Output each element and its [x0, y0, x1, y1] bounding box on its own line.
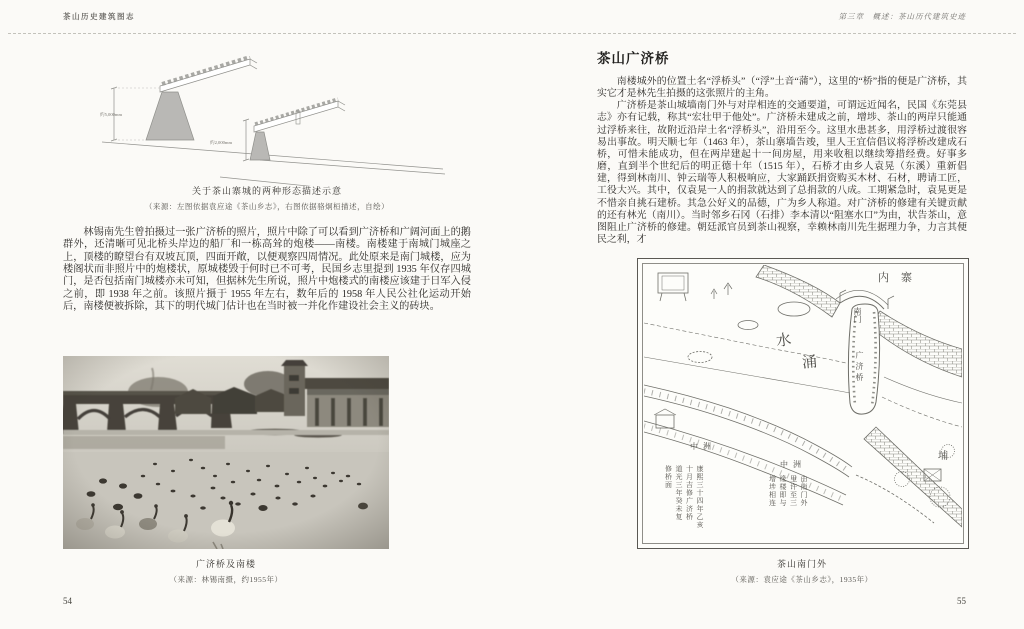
map-label-pu: 埔 [938, 451, 948, 462]
map-label-inner-fort: 内寨 [878, 272, 924, 284]
map-label-mid-isle-2: 中洲 [780, 460, 806, 469]
diagram-caption: 关于茶山寨城的两种形态描述示意 [191, 186, 342, 196]
right-page-body [597, 76, 967, 246]
map-source: （来源：袁应途《茶山乡志》，1935年） [731, 575, 873, 584]
photo-caption-block [63, 557, 389, 585]
inscription-column: 修桥面 [664, 465, 673, 489]
inscription-column: 道光三年癸未复 [675, 465, 683, 521]
ground-lines [102, 142, 445, 186]
map-inscription-center [766, 475, 810, 537]
photo-guangji-bridge-and-south-tower [63, 356, 389, 549]
map-label-mid-isle-1: 中洲 [690, 442, 716, 451]
header-dotted-rule [8, 33, 1016, 34]
map-label-south-gate: 南门 [853, 307, 862, 323]
inscription-column: 十月吉修广济桥 [685, 465, 694, 521]
inscription-column: 康熙三十四年乙亥 [696, 465, 704, 529]
right-page-paragraph-2: 广济桥是茶山城墙南门外与对岸相连的交通要道，可谓远近闻名，民国《东莞县志》亦有记载，称其“宏壮甲于他处”。广济桥未建成之前，增埗、茶山的两岸只能通过浮桥来往，故附近沿岸土名“浮桥头”，沿用至今。这里水患甚多，用浮桥过渡很容易出事故。明天顺七年（1463 年），茶山寨墙告竣，里人王宜信倡议将浮桥改建成石桥，可惜未能成功，但在两岸建起十一间房屋，用来收租以继续筹措经费。好事多磨，直到半个世纪后的明正德十年（1515 年），石桥才由乡人袁晃（东溪）重新倡建，得到林南川、钟云瑞等人积极响应，大家踊跃捐资购买木材、石材，聘请工匠，工役大兴。其中，仅袁晃一人的捐款就达到了总捐款的八成。工期紧急时，袁晃更是不惜亲自挑石建桥。其急公好义的品德，广为乡人称道。对广济桥的修建有关键贡献的还有林光（南川）。当时邻乡石冈（石排）李本清以“阻塞水口”为由，状告茶山，意图阻止广济桥的修建。朝廷派官员到茶山视察，幸赖林南川先生据理力争，力言其便民之利，才 [597, 100, 967, 246]
rampart-form-right [210, 99, 345, 161]
photo-svg [63, 356, 389, 549]
wall-forms-diagram [100, 56, 445, 186]
map-chashan-south-gate [637, 258, 969, 549]
map-caption-block [637, 557, 967, 585]
diagram-source: （来源：左图依据袁应途《茶山乡志》，右图依据骆炯桓描述，自绘） [144, 202, 390, 211]
running-head-left: 茶山历史建筑图志 [63, 12, 135, 21]
wall-diagram-svg [100, 56, 445, 186]
left-page-paragraph: 林锡南先生曾拍摄过一张广济桥的照片，照片中除了可以看到广济桥和广阔河面上的鹅群外，还清晰可见北桥头岸边的船厂和一栋高耸的炮楼——南楼。南楼建于南城门城座之上，顶楼的瞭望台有双坡瓦顶，四面开敞，以便观察四周情况。此处原来是南门城楼，应为楼阁状而非照片中的炮楼状，原城楼毁于何时已不可考，民国乡志里提到 1935 年仅存四城门，是否包括南门城楼亦未可知，但据林先生所说，照片中炮楼式的南楼应该建于日军入侵之前，即 1938 年之前。该照片摄于 1955 年左右，数年后的 1958 年人民公社化运动开始后，南楼便被拆除，其下的明代城门估计也在当时被一并化作建设社会主义的砖块。 [63, 227, 471, 313]
inscription-column: 增埗相连 [768, 475, 777, 507]
diagram-caption-block [63, 184, 471, 212]
inscription-column: 里许至三 [789, 475, 798, 507]
photo-source: （来源：林锡南摄，约1955年） [169, 575, 283, 584]
right-page-paragraph-1: 南楼城外的位置土名“浮桥头”（“浮”土音“蒲”），这里的“桥”指的便是广济桥，其实它才是林先生拍摄的这张照片的主角。 [597, 76, 967, 100]
rampart-form-left [100, 57, 257, 141]
dimension-label-small: 约2,000mm [210, 140, 233, 145]
map-label-water-1: 水 [775, 332, 793, 350]
map-label-water-2: 涌 [801, 354, 818, 372]
map-label-bridge: 广济桥 [855, 351, 864, 384]
map-caption: 茶山南门外 [776, 559, 827, 569]
photo-caption: 广济桥及南楼 [195, 559, 256, 569]
left-page-body [63, 227, 471, 313]
dimension-label-large: 约5,000mm [100, 112, 123, 117]
page-number-right: 55 [957, 596, 966, 606]
inscription-column: 缘楼即与 [779, 475, 787, 507]
inscription-column: 由南门外 [800, 475, 808, 507]
page-number-left: 54 [63, 596, 72, 606]
running-head-right: 第三章 概述：茶山历代建筑史迹 [838, 12, 966, 21]
section-title: 茶山广济桥 [597, 51, 670, 66]
map-inscription-left [662, 465, 706, 547]
